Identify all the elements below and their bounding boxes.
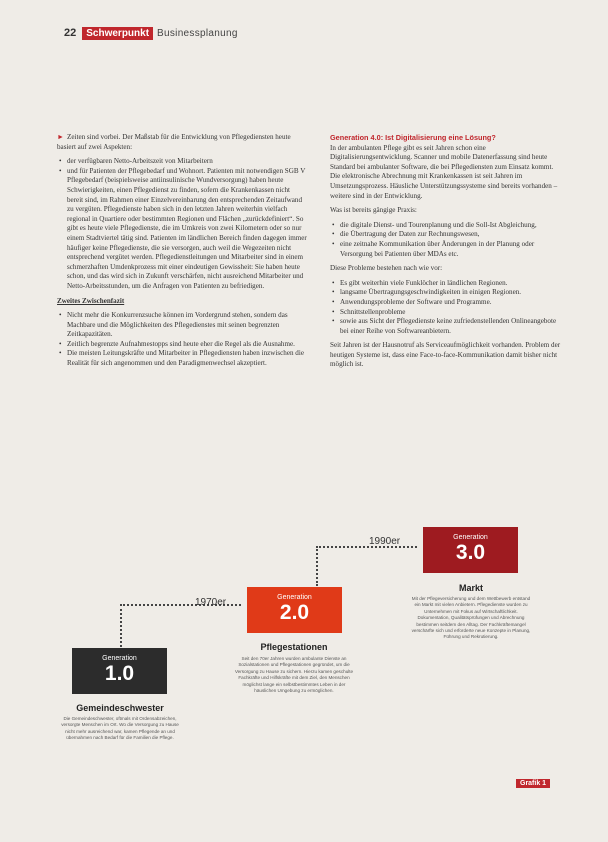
- list-item: • Zeitlich begrenzte Aufnahmestopps sind heute eher die Regel als die Ausnahme.: [67, 340, 307, 350]
- generation-version: 1.0: [104, 662, 135, 685]
- right-heading: Generation 4.0: Ist Digitalisierung eine Lösung?: [330, 133, 496, 142]
- right-column: [330, 133, 565, 375]
- connector-line-1-vertical: [120, 604, 122, 647]
- list-item: • sowie aus Sicht der Pflegedienste keine zufriedenstellenden Onlineangebote bei einer Reihe von Softwareanbietern.: [340, 317, 565, 336]
- right-block-1: [330, 133, 565, 201]
- right-paragraph-3: Diese Probleme bestehen nach wie vor:: [330, 264, 443, 273]
- generation-desc-1: Die Gemeindeschwester, oftmals mit Ordensabzeichen, versorgte Menschen im Ort. Wo die Versorgung zu Hause nicht mehr ausreichend war, kamen Pflegende an und übernahmen nach Bedarf für die Familien die Pflege.: [61, 716, 179, 741]
- right-paragraph-1: In der ambulanten Pflege gibt es seit Jahren schon eine Digitalisierungsentwicklung. Scanner und mobile Datenerfassung sind heute Standard bei ambulanter Software, die bei Pflegediensten zum Einsatz kommt. Die elektronische Abrechnung mit Krankenkassen ist seit Jahren im Umsetzungsprozess. Häusliche Unterstützungssysteme sind bereits vorhanden – weitere sind in der Entwicklung.: [330, 143, 558, 200]
- section-tag: Schwerpunkt: [82, 27, 153, 40]
- year-label-1970: 1970er: [195, 597, 227, 608]
- right-paragraph-2: Was ist bereits gängige Praxis:: [330, 206, 417, 215]
- right-bullets: [330, 221, 565, 259]
- list-item: • Anwendungsprobleme der Software und Programme.: [340, 298, 565, 308]
- list-item: • eine zeitnahe Kommunikation über Änderungen in der Planung oder Versorgung bei Patienten über MDAs etc.: [340, 240, 565, 259]
- list-item: • Es gibt weiterhin viele Funklöcher in ländlichen Regionen.: [340, 279, 565, 289]
- list-item: • Die meisten Leitungskräfte und Mitarbeiter in Pflegediensten haben inzwischen die Realität für sich angenommen und den Paradigmenwechsel akzeptiert.: [67, 349, 307, 368]
- page-number: 22: [64, 27, 77, 39]
- left-bullets: [57, 157, 307, 291]
- connector-line-2-horizontal: [316, 546, 417, 548]
- year-label-1990: 1990er: [369, 536, 401, 547]
- section-title: Businessplanung: [157, 27, 238, 39]
- generation-label: Generation: [453, 534, 488, 541]
- generation-box-2: [247, 587, 342, 633]
- list-item: • langsame Übertragungsgeschwindigkeiten in einigen Regionen.: [340, 288, 565, 298]
- list-item: • Nicht mehr die Konkurrenzsuche können im Vordergrund stehen, sondern das Machbare und die Möglichkeiten des Pflegedienstes mit seinen begrenzten Zeitkapazitäten.: [67, 311, 307, 340]
- generation-box-3: [423, 527, 518, 573]
- generation-title-3: Markt: [458, 583, 483, 593]
- figure-badge: Grafik 1: [516, 779, 550, 788]
- generation-desc-3: Mit der Pflegeversicherung und dem Wettbewerb entstand ein Markt mit vielen Anbietern. Pflegedienste wurden zu Unternehmen mit Fokus auf Wirtschaftlichkeit. Dokumentation, Qualitätsprüfungen und Abrechnung bestimmen seitdem den Alltag. Der Fachkräftemangel verschärfte sich und erforderte neue Konzepte in Planung, Führung und Rekrutierung.: [411, 596, 531, 640]
- generation-label: Generation: [277, 594, 312, 601]
- generation-version: 2.0: [279, 601, 310, 624]
- left-intro: [57, 133, 307, 152]
- left-intro-text: Zeiten sind vorbei. Der Maßstab für die Entwicklung von Pflegediensten heute basiert auf zwei Aspekten:: [57, 133, 291, 151]
- generation-label: Generation: [102, 655, 137, 662]
- generation-title-1: Gemeindeschwester: [76, 703, 164, 713]
- right-paragraph-4: Seit Jahren ist der Hausnotruf als Serviceaufmöglichkeit vorhanden. Problem der heutigen Systeme ist, dass eine Face-to-face-Kommunikation damit bisher nicht möglich ist.: [330, 341, 561, 369]
- list-item: • die digitale Dienst- und Tourenplanung und die Soll-Ist Abgleichung,: [340, 221, 565, 231]
- generation-version: 3.0: [455, 541, 486, 564]
- list-item: • die Übertragung der Daten zur Rechnungswesen,: [340, 230, 565, 240]
- left-column: [57, 133, 307, 374]
- bullet-marker-icon: ►: [57, 133, 65, 141]
- list-item: • der verfügbaren Netto-Arbeitszeit von Mitarbeitern: [67, 157, 307, 167]
- page-header: [64, 25, 238, 41]
- list-item: • und für Patienten der Pflegebedarf und Wohnort. Patienten mit notwendigen SGB V Pflegebedarf (beispielsweise antiinsulinische Wundversorgung) haben heute Schwierigkeiten, einen Pflegedienst zu finden, sofern die Krankenkassen nicht bereit sind, im Rahmen einer Einzelvereinbarung den entsprechenden Zeitaufwand zu vergüten. Pflegedienste haben sich in den letzten Jahren weiterhin vielfach regional in Quartiere oder bestimmten Regionen und Flächen „zurückdefiniert“. So gibt es heute viele Pflegedienste, die im Umkreis von zwei Kilometern oder so nur einem Stadtviertel tätig sind. Patienten im ländlichen Bereich finden dagegen immer häufiger keine Pflegedienste, die sie versorgen, auch weil die Wegezeiten nicht entsprechend vergütet werden. Pflegedienstleitungen und Mitarbeiter sind in einem schmerzhaften Umdenkprozess mit einer eindeutigen Gewissheit: Sie haben heute schon, und das wird sich in Zukunft verschärfen, nicht ausreichend Mitarbeiter und Netto-Arbeitsstunden, um die Anfragen von Patienten zu befriedigen.: [67, 167, 307, 292]
- list-item: • Schnittstellenprobleme: [340, 308, 565, 318]
- subheading: Zweites Zwischenfazit: [57, 296, 125, 305]
- generation-title-2: Pflegestationen: [260, 642, 328, 652]
- right-bullets-2: [330, 279, 565, 337]
- left-bullets-2: [57, 311, 307, 369]
- generation-desc-2: Seit den 70er Jahren wurden ambulante Dienste an Sozialstationen und Pflegestationen gegründet, um die Versorgung zu Hause zu sichern. Hierzu kamen geschulte Fachkräfte und Hilfskräfte mit dem Ziel, den Menschen möglichst lange ein selbstbestimmtes Leben in der häuslichen Umgebung zu ermöglichen.: [234, 656, 354, 694]
- generation-box-1: [72, 648, 167, 694]
- connector-line-2-vertical: [316, 546, 318, 586]
